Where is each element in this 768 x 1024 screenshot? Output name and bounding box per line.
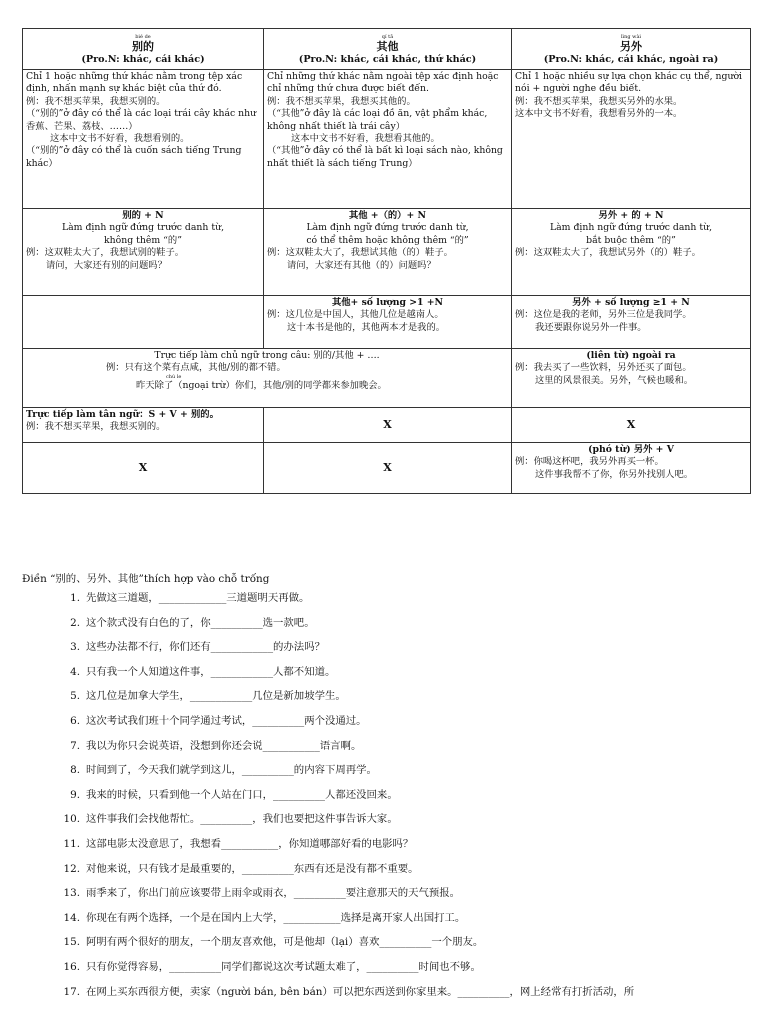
cell-lingwai-meaning: Chỉ 1 hoặc nhiều sự lựa chọn khác cụ thể, người nói + người nghe đều biết. 例：我不想买苹果，我想买另外的水果。 这本中文书不好看，我想看另外的一本。 [512,70,751,209]
exercise-item: 5. 这几位是加拿大学生，____________几位是新加坡学生。 [70,690,346,703]
cell-lingwai-conjunction: (liên từ) ngoài ra 例：我去买了一些饮料，另外还买了面包。 这里的风景很美。另外，气候也暖和。 [512,349,751,408]
cell-qita-adverb-x: X [264,443,512,494]
cell-biede-adverb-x: X [23,443,264,494]
row-meaning [23,70,751,209]
cell-biede-quantity [23,296,264,349]
cell-lingwai-object-x: X [512,408,751,443]
header-qita: qí tā 其他 (Pro.N: khác, cái khác, thứ khác) [264,29,512,70]
cell-qita-meaning: Chỉ những thứ khác nằm ngoài tệp xác định hoặc chỉ những thứ chưa được biết đến. 例：我不想买苹果，我想买其他的。 （“其他”ở đây là các loại đồ ăn, vật phẩm khác, không nhất thiết là trái cây） 这本中文书不好看，我想看其他的。 （“其他”ở đây có thể là bất kì loại sách nào, không nhất thiết là sách tiếng Trung） [264,70,512,209]
exercise-item: 13. 雨季来了，你出门前应该要带上雨伞或雨衣，__________要注意那天的天气预报。 [63,887,461,900]
exercise-item: 4. 只有我一个人知道这件事，____________人都不知道。 [70,665,336,678]
row-adverb [23,443,751,494]
exercise-item: 9. 我来的时候，只看到他一个人站在门口，__________人都还没回来。 [70,788,398,801]
exercise-item: 15. 阿明有两个很好的朋友，一个朋友喜欢他，可是他却（lại）喜欢__________一个朋友。 [63,936,484,949]
exercise-item: 14. 你现在有两个选择，一个是在国内上大学，___________选择是离开家人出国打工。 [63,911,466,924]
exercise-item: 16. 只有你觉得容易，__________同学们都说这次考试题太难了，__________时间也不够。 [63,960,481,973]
exercise-item: 3. 这些办法都不行，你们还有____________的办法吗？ [70,641,325,654]
cell-biede-meaning: Chỉ 1 hoặc những thứ khác nằm trong tệp xác định, nhấn mạnh sự khác biệt của thứ đó. 例：我不想买苹果，我想买别的。 （“别的”ở đây có thể là các loại trái cây khác như 香蕉、芒果、荔枝、……） 这本中文书不好看，我想看别的。 （“别的”ở đây có thể là cuốn sách tiếng Trung khác） [23,70,264,209]
exercise-title: Điền “别的、另外、其他”thích hợp vào chỗ trống [22,573,270,585]
row-quantity [23,296,751,349]
exercise-item: 2. 这个款式没有白色的了，你__________选一款吧。 [70,616,315,629]
row-subject [23,349,751,408]
exercise-item: 7. 我以为你只会说英语，没想到你还会说___________语言啊。 [70,739,362,752]
header-biede: bié de 别的 (Pro.N: khác, cái khác) [23,29,264,70]
row-object [23,408,751,443]
exercise-item: 8. 时间到了，今天我们就学到这儿，__________的内容下周再学。 [70,764,377,777]
exercise-item: 12. 对他来说，只有钱才是最重要的，__________东西有还是没有都不重要。 [63,862,419,875]
header-row [23,29,751,70]
cell-qita-object-x: X [264,408,512,443]
cell-lingwai-adverb: (phó từ) 另外 + V 例：你喝这杯吧，我另外再买一杯。 这件事我帮不了你，你另外找别人吧。 [512,443,751,494]
row-attributive [23,209,751,296]
exercise-item: 17. 在网上买东西很方便，卖家（người bán, bên bán）可以把东西送到你家里来。__________，网上经常有打折活动，所 [63,985,635,998]
cell-lingwai-quantity: 另外 + số lượng ≥1 + N 例：这位是我的老师，另外三位是我同学。 我还要跟你说另外一件事。 [512,296,751,349]
exercise-item: 11. 这部电影太没意思了，我想看___________，你知道哪部好看的电影吗？ [63,837,414,850]
exercise-item: 10. 这件事我们会找他帮忙。__________，我们也要把这件事告诉大家。 [63,813,398,826]
exercise-list [22,591,757,999]
exercise-item: 6. 这次考试我们班十个同学通过考试，__________两个没通过。 [70,714,367,727]
cell-qita-quantity: 其他+ số lượng >1 +N 例：这几位是中国人，其他几位是越南人。 这十本书是他的，其他两本才是我的。 [264,296,512,349]
cell-biede-attributive: 别的 + N Làm định ngữ đứng trước danh từ, không thêm “的” 例：这双鞋太大了，我想试别的鞋子。 请问，大家还有别的问题吗？ [23,209,264,296]
cell-lingwai-attributive: 另外 + 的 + N Làm định ngữ đứng trước danh từ, bắt buộc thêm “的” 例：这双鞋太大了，我想试另外（的）鞋子。 [512,209,751,296]
cell-subject-usage: Trực tiếp làm chủ ngữ trong câu: 别的/其他 + …. 例：只有这个菜有点咸，其他/别的都不错。 chú le 昨天除了（ngoại trừ）你们，其他/别的同学都来参加晚会。 [23,349,512,408]
cell-qita-attributive: 其他 +（的）+ N Làm định ngữ đứng trước danh từ, có thể thêm hoặc không thêm “的” 例：这双鞋太大了，我想试其他（的）鞋子。 请问，大家还有其他（的）问题吗？ [264,209,512,296]
comparison-table [22,28,751,494]
exercise-item: 1. 先做这三道题，_____________三道题明天再做。 [70,592,310,604]
exercise-section [22,570,757,1009]
header-lingwai: lìng wài 另外 (Pro.N: khác, cái khác, ngoài ra) [512,29,751,70]
cell-biede-object: Trực tiếp làm tân ngữ：S + V + 别的。 例：我不想买苹果，我想买别的。 [23,408,264,443]
